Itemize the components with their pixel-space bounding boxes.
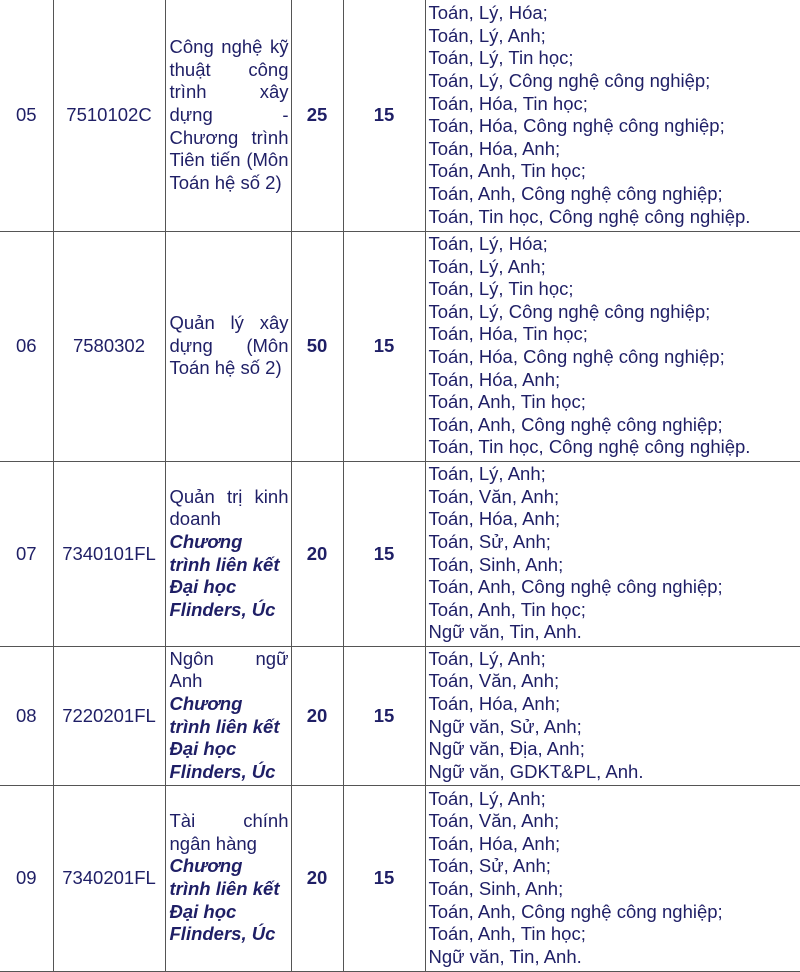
subject-combination: Ngữ văn, Tin, Anh.	[428, 945, 582, 967]
row-number: 09	[0, 785, 53, 971]
subject-combinations	[425, 461, 800, 646]
row-number: 07	[0, 461, 53, 646]
subject-combination: Toán, Anh, Tin học;	[428, 598, 586, 620]
major-code: 7220201FL	[53, 646, 165, 785]
subject-combinations	[425, 0, 800, 231]
min-score: 15	[343, 231, 425, 461]
subject-combination: Toán, Hóa, Anh;	[428, 832, 561, 854]
quota: 20	[291, 785, 343, 971]
subject-combination: Toán, Sinh, Anh;	[428, 553, 564, 575]
subject-combination: Toán, Anh, Tin học;	[428, 391, 586, 413]
subject-combination: Toán, Lý, Anh;	[428, 255, 546, 277]
program-note: Chương trình liên kết Đại học Flinders, Úc	[169, 692, 280, 782]
table-row	[0, 0, 800, 231]
subject-combination: Ngữ văn, GDKT&PL, Anh.	[428, 760, 644, 782]
major-name-cell	[165, 646, 291, 785]
subject-combination: Toán, Lý, Hóa;	[428, 2, 548, 24]
subject-combination: Toán, Hóa, Anh;	[428, 368, 561, 390]
major-name-cell	[165, 0, 291, 231]
subject-combination: Toán, Anh, Công nghệ công nghiệp;	[428, 183, 723, 205]
subject-combination: Toán, Lý, Anh;	[428, 463, 546, 485]
table-row	[0, 785, 800, 971]
subject-combination: Toán, Hóa, Anh;	[428, 692, 561, 714]
subject-combination: Toán, Hóa, Tin học;	[428, 323, 588, 345]
subject-combination: Toán, Lý, Công nghệ công nghiệp;	[428, 70, 711, 92]
subject-combination: Toán, Lý, Tin học;	[428, 278, 574, 300]
major-code: 7510102C	[53, 0, 165, 231]
subject-combination: Toán, Hóa, Công nghệ công nghiệp;	[428, 115, 725, 137]
program-note: Chương trình liên kết Đại học Flinders, Úc	[169, 530, 280, 620]
table-row	[0, 231, 800, 461]
subject-combination: Toán, Tin học, Công nghệ công nghiệp.	[428, 436, 751, 458]
min-score: 15	[343, 461, 425, 646]
subject-combination: Ngữ văn, Tin, Anh.	[428, 621, 582, 643]
row-number: 08	[0, 646, 53, 785]
major-code: 7340101FL	[53, 461, 165, 646]
subject-combination: Toán, Anh, Công nghệ công nghiệp;	[428, 576, 723, 598]
quota: 20	[291, 646, 343, 785]
major-name-cell	[165, 785, 291, 971]
subject-combination: Toán, Văn, Anh;	[428, 485, 560, 507]
major-code: 7580302	[53, 231, 165, 461]
quota: 25	[291, 0, 343, 231]
major-name: Quản trị kinh doanh	[169, 485, 289, 530]
subject-combination: Toán, Anh, Tin học;	[428, 923, 586, 945]
subject-combination: Toán, Lý, Hóa;	[428, 233, 548, 255]
subject-combination: Toán, Tin học, Công nghệ công nghiệp.	[428, 205, 751, 227]
subject-combination: Toán, Hóa, Công nghệ công nghiệp;	[428, 346, 725, 367]
subject-combinations	[425, 785, 800, 971]
subject-combinations	[425, 646, 800, 785]
major-code: 7340201FL	[53, 785, 165, 971]
subject-combination: Toán, Anh, Công nghệ công nghiệp;	[428, 413, 723, 435]
subject-combination: Ngữ văn, Sử, Anh;	[428, 715, 582, 737]
subject-combination: Toán, Lý, Tin học;	[428, 47, 574, 69]
subject-combination: Toán, Anh, Công nghệ công nghiệp;	[428, 900, 723, 922]
subject-combination: Toán, Lý, Công nghệ công nghiệp;	[428, 300, 711, 322]
row-number: 05	[0, 0, 53, 231]
subject-combination: Toán, Lý, Anh;	[428, 24, 546, 46]
major-name: Công nghệ kỹ thuật công trình xây dựng - Chương trình Tiên tiến (Môn Toán hệ số 2)	[169, 36, 289, 193]
major-name-cell	[165, 461, 291, 646]
major-name: Ngôn ngữ Anh	[169, 647, 289, 692]
subject-combination: Toán, Hóa, Anh;	[428, 508, 561, 530]
subject-combination: Toán, Sử, Anh;	[428, 530, 551, 552]
subject-combination: Toán, Văn, Anh;	[428, 670, 560, 692]
table-row	[0, 461, 800, 646]
min-score: 15	[343, 0, 425, 231]
subject-combination: Toán, Lý, Anh;	[428, 787, 546, 809]
program-note: Chương trình liên kết Đại học Flinders, Úc	[169, 855, 280, 945]
subject-combination: Toán, Anh, Tin học;	[428, 160, 586, 182]
row-number: 06	[0, 231, 53, 461]
table-row	[0, 646, 800, 785]
quota: 20	[291, 461, 343, 646]
min-score: 15	[343, 646, 425, 785]
subject-combination: Toán, Sinh, Anh;	[428, 878, 564, 899]
subject-combinations	[425, 231, 800, 461]
subject-combination: Toán, Lý, Anh;	[428, 647, 546, 669]
subject-combination: Ngữ văn, Địa, Anh;	[428, 738, 585, 760]
subject-combination: Toán, Văn, Anh;	[428, 810, 560, 832]
subject-combination: Toán, Sử, Anh;	[428, 855, 551, 877]
major-name: Quản lý xây dựng (Môn Toán hệ số 2)	[169, 312, 289, 379]
major-name-cell	[165, 231, 291, 461]
subject-combination: Toán, Hóa, Anh;	[428, 137, 561, 159]
subject-combination: Toán, Hóa, Tin học;	[428, 92, 588, 114]
quota: 50	[291, 231, 343, 461]
min-score: 15	[343, 785, 425, 971]
major-name: Tài chính ngân hàng	[169, 810, 289, 854]
